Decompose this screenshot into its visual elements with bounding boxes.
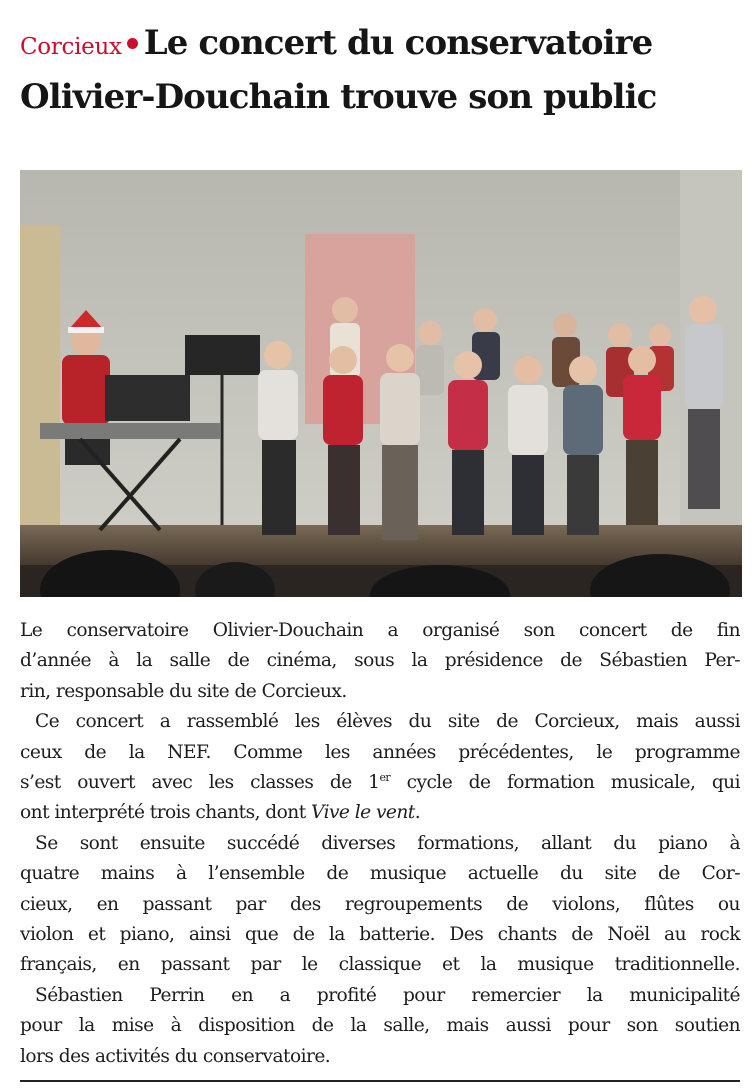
article-line: violon et piano, ainsi que de la batterie. Des chants de Noël au rock	[20, 924, 740, 946]
article-line	[20, 798, 740, 828]
article-line: Sébastien Perrin en a profité pour remercier la municipalité	[35, 984, 740, 1006]
song-title: Vive le vent	[311, 802, 415, 824]
article-text: s’est ouvert avec les classes de 1	[20, 772, 380, 794]
kicker-location: Corcieux	[20, 34, 122, 60]
article-line: quatre mains à l’ensemble de musique actuelle du site de Cor-	[20, 863, 740, 885]
article-line: Ce concert a rassemblé les élèves du site de Corcieux, mais aussi	[35, 711, 740, 733]
article-body	[20, 616, 740, 1072]
headline-line-1: Le concert du conservatoire	[143, 23, 653, 63]
headline-line-2: Olivier-Douchain trouve son public	[20, 77, 657, 117]
article-text: .	[414, 802, 421, 824]
article-text: cycle de formation musicale, qui	[390, 772, 740, 794]
concert-photo	[20, 170, 742, 597]
headline	[20, 18, 740, 122]
ordinal-suffix: er	[379, 770, 391, 784]
kicker-bullet-icon	[127, 38, 138, 49]
article-text: ont interprété trois chants, dont	[20, 802, 312, 824]
article-line	[20, 768, 740, 798]
article-line: rin, responsable du site de Corcieux.	[20, 680, 347, 702]
article-line: Se sont ensuite succédé diverses formations, allant du piano à	[35, 832, 740, 854]
article-line: français, en passant par le classique et la musique traditionnelle.	[20, 954, 740, 976]
article-line: ceux de la NEF. Comme les années précédentes, le programme	[20, 741, 740, 763]
article-line: lors des activités du conservatoire.	[20, 1045, 331, 1067]
article-line: d’année à la salle de cinéma, sous la présidence de Sébastien Per-	[20, 650, 740, 672]
article-line: Le conservatoire Olivier-Douchain a organisé son concert de fin	[20, 620, 740, 641]
bottom-divider	[20, 1080, 740, 1082]
article-line: pour la mise à disposition de la salle, mais aussi pour son soutien	[20, 1015, 740, 1037]
article-line: cieux, en passant par des regroupements de violons, flûtes ou	[20, 893, 740, 915]
